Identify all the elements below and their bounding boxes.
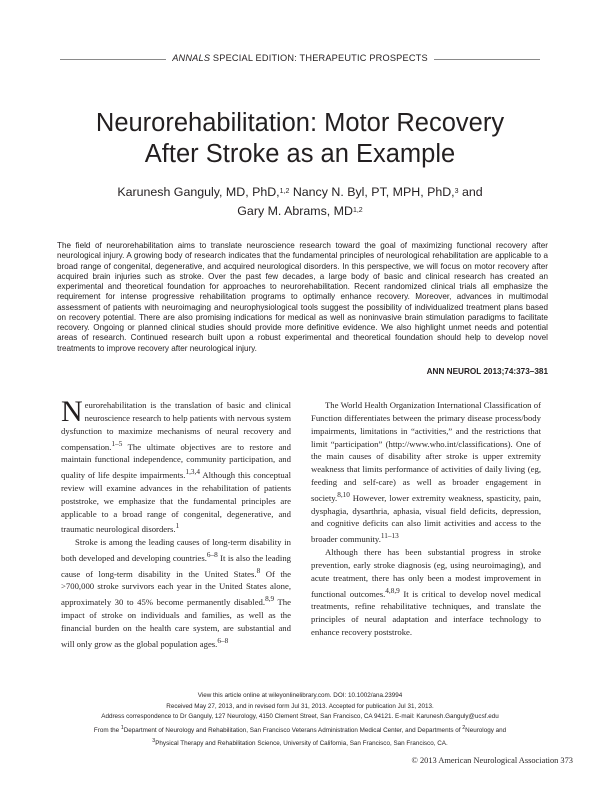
- running-header: [60, 53, 540, 69]
- body-column-left: [61, 395, 292, 650]
- body-column-right: [311, 399, 541, 639]
- affil-sup: 3: [152, 738, 156, 745]
- paragraph-1: [61, 395, 291, 536]
- drop-cap: N: [61, 395, 83, 428]
- affil-sup: 1: [120, 724, 124, 731]
- footnote-affiliations-1: [30, 723, 570, 737]
- paragraph-4: [311, 546, 541, 639]
- footnote-affiliations-2: [30, 736, 570, 750]
- text-run: Although this conceptual review will examine advances in the rehabilitation of patients poststroke, we emphasize that the fundamental principles are applicable to a broad range of congenital, degenerative, and traumatic neurological disorders.: [61, 470, 291, 535]
- paragraph-2: [61, 536, 291, 650]
- footnote-online: View this article online at wileyonlinelibrary.com. DOI: 10.1002/ana.23994: [197, 692, 403, 699]
- title-line-2: After Stroke as an Example: [144, 140, 456, 168]
- text-run: The impact of stroke on individuals and families, as well as the financial burden on the health care system, are substantial and will only grow as the global population ages.: [61, 597, 291, 649]
- paragraph-3: [311, 399, 541, 546]
- text-run: However, lower extremity weakness, spasticity, pain, dysphagia, dysarthria, aphasia, visual field deficits, depression, and cognitive deficits can also limit activities and access to the broader community.: [311, 492, 541, 545]
- citation: ANN NEUROL 2013;74:373–381: [426, 367, 548, 376]
- journal-name: ANNALS: [172, 53, 211, 63]
- reference-sup: 1–5: [111, 439, 123, 448]
- text-run: eurorehabilitation is the translation of basic and clinical neuroscience research to help patients with nervous system dysfunction to maximize mechanisms of neural recovery and compensation.: [61, 400, 291, 452]
- copyright-footer: © 2013 American Neurological Association 373: [411, 756, 573, 765]
- header-text: [166, 53, 434, 63]
- author-2: Nancy N. Byl, PT, MPH, PhD,: [289, 185, 455, 199]
- author-1: Karunesh Ganguly, MD, PhD,: [117, 185, 280, 199]
- text-run: Physical Therapy and Rehabilitation Science, University of California, San Francisco, San Francisco, CA.: [155, 740, 448, 748]
- header-rule-left: [60, 59, 180, 60]
- reference-sup: 6–8: [217, 636, 229, 645]
- text-run: Stroke is among the leading causes of long-term disability in both developed and developing countries.: [61, 537, 291, 563]
- author-3-affil: 1,2: [352, 207, 363, 214]
- reference-sup: 11–13: [380, 532, 399, 541]
- text-run: Although there has been substantial progress in stroke prevention, early stroke diagnosis (eg, using neuroimaging), and acute treatment, there has only been a modest improvement in functional outcomes.: [311, 547, 541, 599]
- text-run: Department of Neurology and Rehabilitation, San Francisco Veterans Administration Medical Center, and Departments of: [123, 726, 463, 734]
- footnotes: [30, 691, 570, 750]
- article-title: [40, 108, 560, 170]
- reference-sup: 1,3,4: [185, 468, 200, 477]
- reference-sup: 4,8,9: [385, 586, 400, 595]
- text-run: Of the >700,000 stroke survivors each year in the United States alone, approximately 30 to 45% become permanently disabled.: [61, 568, 292, 608]
- header-rule-right: [420, 59, 540, 60]
- affil-sup: 2: [462, 724, 466, 731]
- reference-sup: 8,10: [337, 490, 350, 499]
- text-run: Neurology and: [465, 726, 507, 734]
- footnote-correspondence: Address correspondence to Dr Ganguly, 127 Neurology, 4150 Clement Street, San Francisco, CA 94121. E-mail: Karunesh.Ganguly@ucsf.edu: [101, 713, 499, 720]
- text-run: The World Health Organization International Classification of Function differentiates between the primary disease process/body impairments, limitations in “activities,” and the restrictions that limit “participation” (http://www.who.int/classifications). One of the main causes of disability after stroke is upper extremity weakness that limits performance of activities of daily living (eg, feeding and self-care) as well as broader engagement in society.: [311, 400, 541, 503]
- reference-sup: 6–8: [206, 550, 218, 559]
- footnote-received: Received May 27, 2013, and in revised form Jul 31, 2013. Accepted for publication Jul 31, 2013.: [166, 702, 434, 710]
- author-line-2: [40, 202, 560, 221]
- title-line-1: Neurorehabilitation: Motor Recovery: [95, 109, 505, 137]
- text-run: From the: [93, 726, 121, 734]
- abstract: The field of neurorehabilitation aims to translate neuroscience research toward the goal of maximizing functional recovery after neurological injury. A growing body of research indicates that the fundamental principles of neurological rehabilitation are applicable to a broad range of congenital, degenerative, and acquired neurological disorders. In this perspective, we will focus on motor recovery after acquired brain injuries such as stroke. Over the past few decades, a large body of basic and clinical research has created an experimental and theoretical foundation for approaches to neurorehabilitation. Recent randomized clinical trials all emphasize the requirement for intense progressive rehabilitation programs to optimally enhance recovery. Moreover, advances in multimodal assessment of patients with neuroimaging and neurophysiological tools suggest the possibility of individualized treatment plans based on recovery potential. There are also promising indications for medical as well as noninvasive brain stimulation paradigms to facilitate recovery. Ongoing or planned clinical studies should provide more definitive evidence. We also highlight unmet needs and potential areas of research. Continued research built upon a robust experimental and theoretical foundation should help to develop novel treatments to improve recovery after neurological injury.: [57, 241, 548, 353]
- author-line-1: [40, 183, 560, 202]
- author-and: and: [458, 185, 483, 199]
- author-list: [40, 183, 560, 221]
- author-1-affil: 1,2: [279, 188, 290, 195]
- text-run: The ultimate objectives are to restore and maintain functional independence, community participation, and quality of life despite impairments.: [61, 441, 291, 480]
- author-3: Gary M. Abrams, MD: [237, 204, 353, 218]
- edition-label: SPECIAL EDITION: THERAPEUTIC PROSPECTS: [212, 53, 428, 63]
- reference-sup: 8,9: [265, 595, 275, 604]
- author-2-affil: 3: [454, 188, 459, 195]
- reference-sup: 8: [256, 566, 261, 575]
- reference-sup: 1: [175, 522, 180, 531]
- text-run: It is also the leading cause of long-term disability in the United States.: [61, 552, 292, 579]
- text-run: It is critical to develop novel medical treatments, refine rehabilitative techniques, and translate the principles of neural adaptation and interface technology to enhance recovery poststroke.: [311, 588, 541, 638]
